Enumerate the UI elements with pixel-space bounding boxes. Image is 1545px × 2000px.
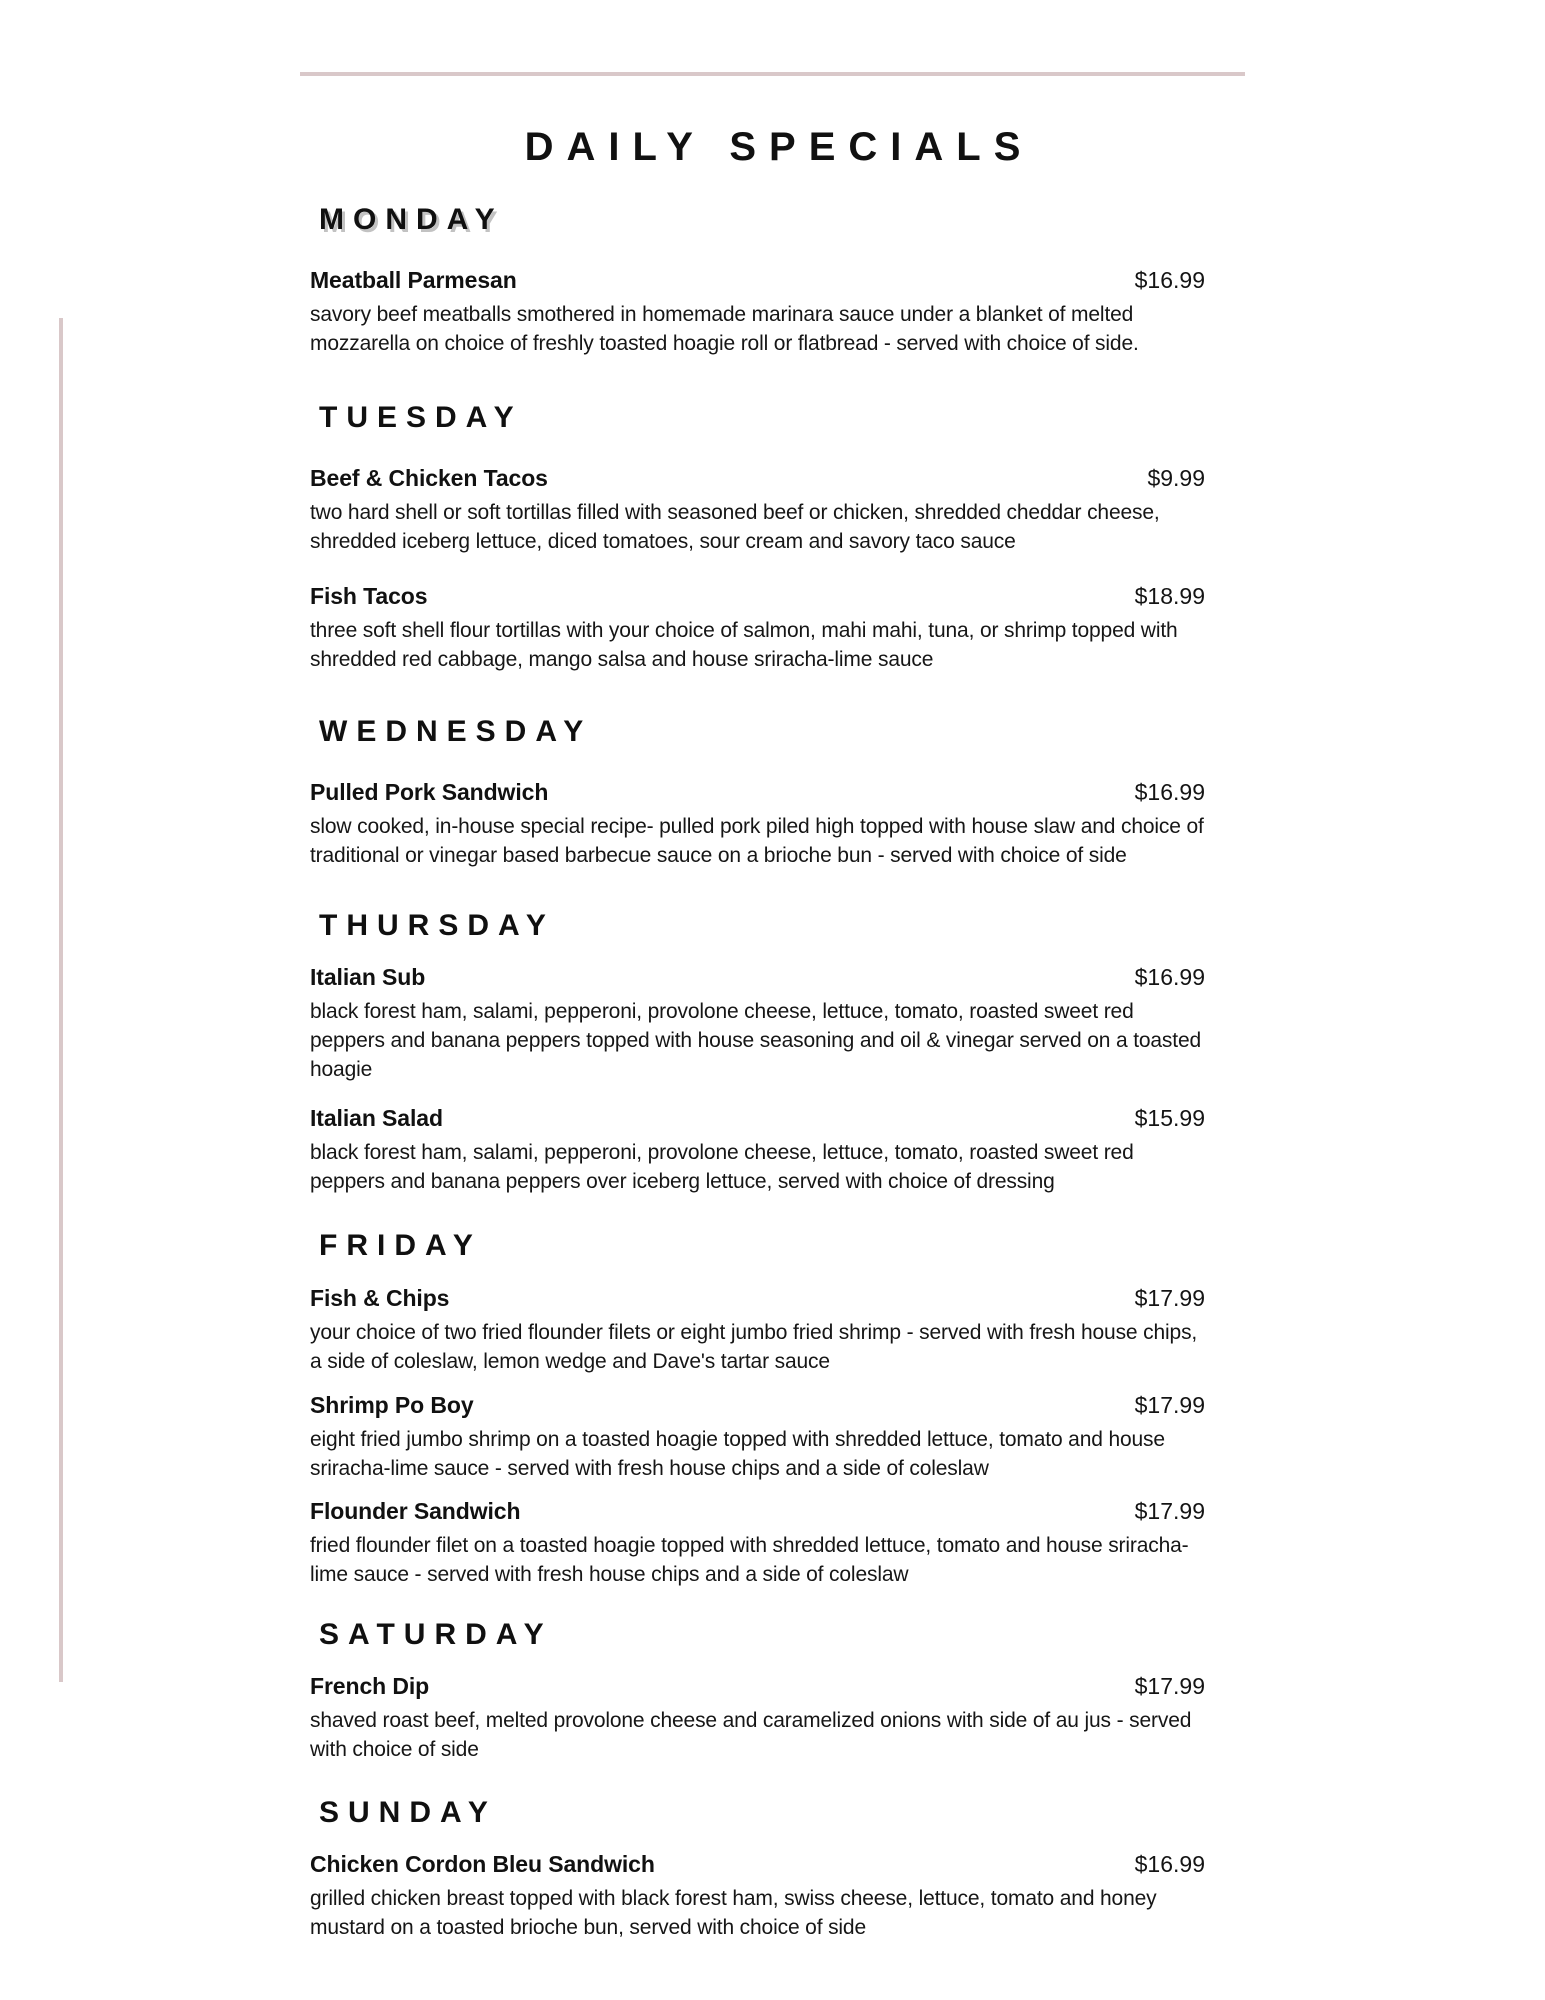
menu-item-description: two hard shell or soft tortillas filled with seasoned beef or chicken, shredded cheddar cheese, shredded iceberg lettuce, diced tomatoes, sour cream and savory taco sauce [310, 500, 1160, 553]
day-section-thursday [310, 908, 1205, 1197]
day-heading-friday: FRIDAY [319, 1228, 482, 1262]
menu-item-price: $16.99 [1134, 267, 1205, 293]
day-heading-wednesday: WEDNESDAY [319, 714, 593, 748]
menu-item-description: black forest ham, salami, pepperoni, provolone cheese, lettuce, tomato, roasted sweet red peppers and banana peppers topped with house seasoning and oil & vinegar served on a toasted hoagie [310, 999, 1202, 1081]
day-section-tuesday [310, 400, 1205, 675]
menu-item-row [310, 1675, 1205, 1698]
menu-item [310, 582, 1205, 675]
menu-item [310, 1391, 1205, 1484]
menu-item-row [310, 582, 1205, 609]
menu-item [310, 464, 1205, 557]
day-heading-saturday: SATURDAY [319, 1618, 553, 1652]
menu-item [310, 1284, 1205, 1377]
menu-item-name: Italian Sub [310, 963, 426, 990]
menu-item-row [310, 464, 1205, 491]
day-heading-sunday: SUNDAY [319, 1796, 497, 1830]
menu-item-price: $16.99 [1134, 778, 1205, 805]
menu-item-row [310, 269, 1205, 292]
menu-item [310, 963, 1205, 1085]
menu-item-row [310, 1284, 1205, 1311]
menu-item-description: eight fried jumbo shrimp on a toasted hoagie topped with shredded lettuce, tomato and house sriracha-lime sauce - served with fresh house chips and a side of coleslaw [310, 1427, 1165, 1480]
day-section-monday [310, 205, 1205, 359]
day-section-friday [310, 1228, 1205, 1591]
menu-item-price: $17.99 [1134, 1673, 1205, 1700]
menu-item-description: shaved roast beef, melted provolone cheese and caramelized onions with side of au jus - served with choice of side [310, 1709, 1192, 1762]
menu-item-price: $16.99 [1134, 963, 1205, 990]
top-divider-rule [300, 72, 1245, 76]
day-section-wednesday [310, 714, 1205, 871]
menu-item-row [310, 1391, 1205, 1418]
menu-item-row [310, 1853, 1205, 1876]
specials-list [310, 205, 1205, 1943]
menu-item-name: Italian Salad [310, 1104, 443, 1131]
day-heading-thursday: THURSDAY [319, 908, 555, 942]
menu-item-name: Fish & Chips [310, 1284, 450, 1311]
menu-item-row [310, 1104, 1205, 1131]
menu-item-price: $16.99 [1134, 1851, 1205, 1878]
day-section-saturday [310, 1620, 1205, 1765]
menu-item-name: Fish Tacos [310, 582, 428, 609]
menu-item-name: Flounder Sandwich [310, 1498, 521, 1525]
menu-item-description: savory beef meatballs smothered in homemade marinara sauce under a blanket of melted mozzarella on choice of freshly toasted hoagie roll or flatbread - served with choice of side. [310, 303, 1139, 355]
menu-item [310, 1104, 1205, 1197]
menu-item-description: slow cooked, in-house special recipe- pulled pork piled high topped with house slaw and choice of traditional or vinegar based barbecue sauce on a brioche bun - served with choice of side [310, 814, 1204, 867]
left-accent-line [59, 318, 63, 1682]
menu-item-row [310, 963, 1205, 990]
menu-item-price: $17.99 [1134, 1498, 1205, 1525]
menu-item-description: fried flounder filet on a toasted hoagie topped with shredded lettuce, tomato and house sriracha-lime sauce - served with fresh house chips and a side of coleslaw [310, 1534, 1189, 1587]
menu-item-price: $17.99 [1134, 1284, 1205, 1311]
menu-item-price: $17.99 [1134, 1391, 1205, 1418]
day-heading-tuesday: TUESDAY [319, 400, 523, 434]
page-title: DAILY SPECIALS [524, 125, 1034, 169]
menu-item-price: $9.99 [1147, 464, 1205, 491]
day-section-sunday [310, 1798, 1205, 1943]
menu-item [310, 1675, 1205, 1765]
menu-item-name: Pulled Pork Sandwich [310, 778, 549, 805]
menu-item-price: $15.99 [1134, 1104, 1205, 1131]
menu-item-name: Beef & Chicken Tacos [310, 464, 548, 491]
menu-item-description: three soft shell flour tortillas with your choice of salmon, mahi mahi, tuna, or shrimp topped with shredded red cabbage, mango salsa and house sriracha-lime sauce [310, 618, 1178, 671]
menu-item-row [310, 1500, 1205, 1523]
menu-item-name: Meatball Parmesan [310, 267, 517, 293]
menu-item-name: French Dip [310, 1673, 430, 1700]
menu-item-row [310, 778, 1205, 805]
menu-item-price: $18.99 [1134, 582, 1205, 609]
menu-item-name: Chicken Cordon Bleu Sandwich [310, 1851, 655, 1878]
menu-item-description: black forest ham, salami, pepperoni, provolone cheese, lettuce, tomato, roasted sweet red peppers and banana peppers over iceberg lettuce, served with choice of dressing [310, 1140, 1134, 1193]
menu-item [310, 778, 1205, 871]
menu-item-description: grilled chicken breast topped with black forest ham, swiss cheese, lettuce, tomato and honey mustard on a toasted brioche bun, served with choice of side [310, 1887, 1157, 1940]
menu-item [310, 1500, 1205, 1590]
menu-item-name: Shrimp Po Boy [310, 1391, 474, 1418]
day-heading-monday: MONDAY [319, 203, 504, 236]
menu-item [310, 1853, 1205, 1943]
menu-item [310, 269, 1205, 359]
menu-item-description: your choice of two fried flounder filets or eight jumbo fried shrimp - served with fresh house chips, a side of coleslaw, lemon wedge and Dave's tartar sauce [310, 1320, 1198, 1373]
